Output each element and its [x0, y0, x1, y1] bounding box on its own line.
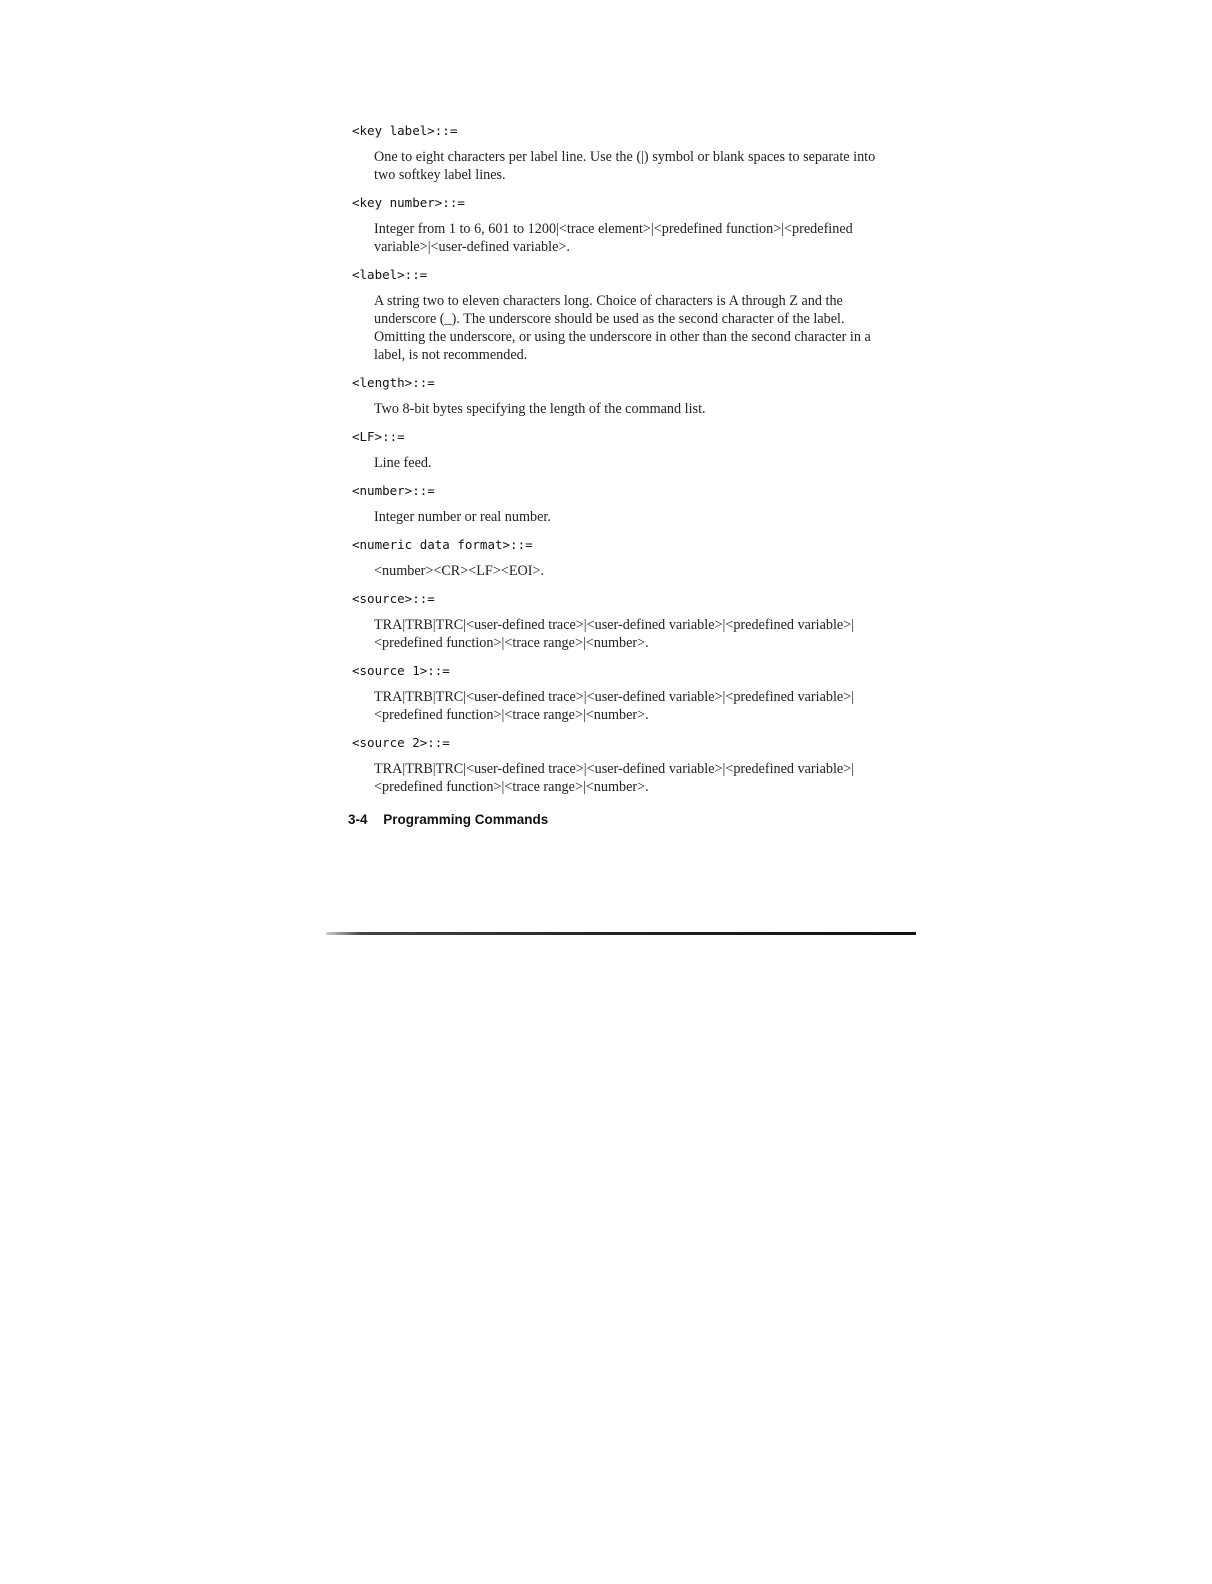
term-source-2: <source 2>::= — [352, 735, 450, 750]
term-lf: <LF>::= — [352, 429, 405, 444]
definition-key-label: One to eight characters per label line. Use the (|) symbol or blank spaces to separate into two softkey label lines. — [374, 149, 876, 183]
syntax-definitions — [352, 122, 882, 806]
page-divider — [326, 932, 916, 935]
term-source-1: <source 1>::= — [352, 663, 450, 678]
term-number: <number>::= — [352, 483, 435, 498]
page-number: 3-4 — [348, 812, 368, 827]
definition-label: A string two to eleven characters long. Choice of characters is A through Z and the underscore (_). The underscore should be used as the second character of the label. Omitting the underscore, or using the underscore in other than the second character in a label, is not recommended. — [374, 293, 871, 363]
term-key-number: <key number>::= — [352, 195, 465, 210]
definition-length: Two 8-bit bytes specifying the length of the command list. — [374, 401, 706, 417]
section-title: Programming Commands — [383, 812, 549, 827]
definition-source-2: TRA|TRB|TRC|<user-defined trace>|<user-defined variable>|<predefined variable>|<predefined function>|<trace range>|<number>. — [374, 761, 855, 795]
term-source: <source>::= — [352, 591, 435, 606]
term-length: <length>::= — [352, 375, 435, 390]
term-numeric-data-format: <numeric data format>::= — [352, 537, 533, 552]
page-footer — [348, 812, 548, 827]
definition-key-number: Integer from 1 to 6, 601 to 1200|<trace element>|<predefined function>|<predefined variable>|<user-defined variable>. — [374, 221, 853, 255]
definition-number: Integer number or real number. — [374, 509, 551, 525]
definition-source: TRA|TRB|TRC|<user-defined trace>|<user-defined variable>|<predefined variable>|<predefined function>|<trace range>|<number>. — [374, 617, 855, 651]
definition-lf: Line feed. — [374, 455, 432, 471]
term-key-label: <key label>::= — [352, 123, 458, 138]
definition-source-1: TRA|TRB|TRC|<user-defined trace>|<user-defined variable>|<predefined variable>|<predefined function>|<trace range>|<number>. — [374, 689, 855, 723]
term-label: <label>::= — [352, 267, 428, 282]
definition-numeric-data-format: <number><CR><LF><EOI>. — [374, 563, 545, 579]
